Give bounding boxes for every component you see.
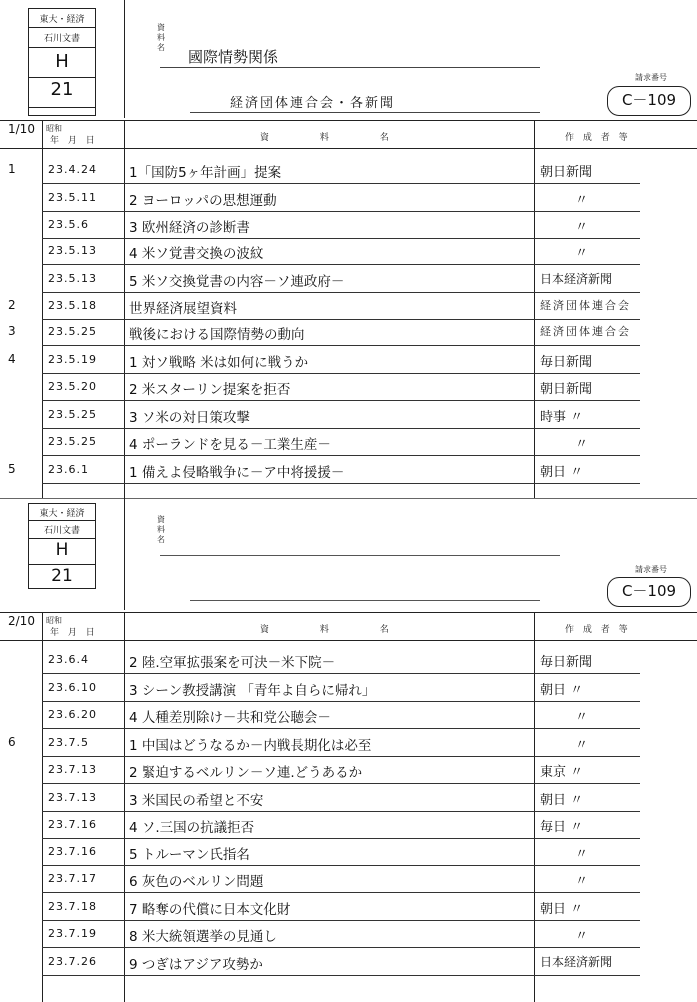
row-author: 〃 (575, 874, 589, 889)
row-date: 23.7.13 (48, 791, 97, 804)
table-row (0, 186, 697, 214)
header-era: 昭和 (46, 616, 62, 625)
table-row (0, 294, 697, 322)
class-number-badge: C－109 (607, 86, 691, 116)
row-date: 23.5.13 (48, 272, 97, 285)
header-author: 作 成 者 等 (565, 625, 631, 635)
row-author: 毎日新聞 (540, 655, 593, 670)
row-title: 1「国防5ヶ年計画」提案 (129, 165, 282, 181)
table-row (0, 430, 697, 458)
row-author: 朝日 〃 (540, 793, 584, 808)
row-date: 23.5.19 (48, 353, 97, 366)
header-name: 資 料 名 (260, 133, 413, 143)
table-row (0, 648, 697, 676)
row-author: 東京 〃 (540, 765, 584, 780)
row-author: 毎日新聞 (540, 355, 593, 370)
header-author: 作 成 者 等 (565, 133, 631, 143)
stamp-code-b: 21 (50, 79, 74, 100)
table-row (0, 867, 697, 895)
row-author: 時事 〃 (540, 410, 584, 425)
table-row (0, 320, 697, 348)
table-row (0, 922, 697, 950)
table-row (0, 840, 697, 868)
group-number: 3 (8, 324, 16, 338)
row-date: 23.5.25 (48, 408, 97, 421)
group-number: 1 (8, 162, 16, 176)
row-date: 23.7.18 (48, 900, 97, 913)
table-row (0, 895, 697, 923)
row-title: 6 灰色のベルリン問題 (129, 874, 264, 890)
row-date: 23.6.10 (48, 681, 97, 694)
row-date: 23.7.19 (48, 927, 97, 940)
row-author: 経済団体連合会 (540, 325, 631, 338)
row-title: 3 シーン教授講演 「青年よ自らに帰れ」 (129, 683, 376, 699)
row-date: 23.6.1 (48, 463, 89, 476)
row-author: 朝日新聞 (540, 382, 593, 397)
row-title: 5 トルーマン氏指名 (129, 847, 250, 863)
row-title: 2 緊迫するベルリン－ソ連.どうあるか (129, 765, 363, 781)
row-author: 〃 (575, 738, 589, 753)
stamp-code-b: 21 (51, 566, 73, 586)
table-row (0, 731, 697, 759)
group-number: 6 (8, 735, 16, 749)
row-date: 23.5.6 (48, 218, 89, 231)
table-row (0, 950, 697, 978)
table-row (0, 239, 697, 267)
page-mark: 1/10 (8, 122, 35, 136)
row-author: 〃 (575, 437, 589, 452)
row-date: 23.5.13 (48, 244, 97, 257)
group-number: 2 (8, 298, 16, 312)
row-title: 4 ポーランドを見る－工業生産－ (129, 437, 331, 453)
table-row (0, 676, 697, 704)
stamp-code-a: H (55, 51, 69, 72)
row-title: 世界経済展望資料 (129, 301, 237, 317)
row-title: 8 米大統領選挙の見通し (129, 929, 277, 945)
row-author: 朝日 〃 (540, 902, 584, 917)
row-title: 1 対ソ戦略 米は如何に戦うか (129, 355, 309, 371)
row-date: 23.7.16 (48, 818, 97, 831)
row-date: 23.7.17 (48, 872, 97, 885)
stamp-code-a: H (55, 540, 69, 560)
stamp-collection: 石川文書 (43, 34, 80, 44)
row-title: 2 米スターリン提案を拒否 (129, 382, 291, 398)
page-mark: 2/10 (8, 614, 35, 628)
row-title: 戦後における国際情勢の動向 (129, 327, 305, 343)
stamp-dept: 東大・経済 (39, 509, 85, 519)
row-date: 23.5.20 (48, 380, 97, 393)
row-date: 23.7.26 (48, 955, 97, 968)
row-author: 朝日 〃 (540, 683, 584, 698)
group-number: 5 (8, 462, 16, 476)
table-row (0, 158, 697, 186)
table-row (0, 703, 697, 731)
row-title: 4 人種差別除け－共和党公聴会－ (129, 710, 331, 726)
row-title: 1 備えよ侵略戦争に－ア中将援援－ (129, 465, 345, 481)
row-author: 〃 (575, 193, 589, 208)
archive-stamp (28, 503, 96, 589)
row-date: 23.6.4 (48, 653, 89, 666)
row-title: 3 ソ米の対日策攻撃 (129, 410, 250, 426)
row-title: 2 ヨーロッパの思想運動 (129, 193, 277, 209)
row-title: 3 欧州経済の診断書 (129, 220, 250, 236)
header-era: 昭和 (46, 124, 62, 133)
group-number: 4 (8, 352, 16, 366)
row-author: 経済団体連合会 (540, 299, 631, 312)
row-author: 〃 (575, 220, 589, 235)
row-author: 日本経済新聞 (540, 955, 613, 969)
row-author: 〃 (575, 847, 589, 862)
row-author: 〃 (575, 929, 589, 944)
row-date: 23.5.11 (48, 191, 97, 204)
row-date: 23.5.25 (48, 325, 97, 338)
doc-name-label: 資料名 (157, 515, 165, 544)
table-row (0, 786, 697, 814)
archive-stamp (28, 8, 96, 116)
row-author: 〃 (575, 246, 589, 261)
table-row (0, 758, 697, 786)
doc-name: 國際情勢関係 (188, 48, 279, 66)
row-date: 23.7.5 (48, 736, 89, 749)
row-date: 23.7.16 (48, 845, 97, 858)
row-title: 2 陸.空軍拡張案を可決－米下院－ (129, 655, 336, 671)
stamp-dept: 東大・経済 (39, 15, 85, 25)
table-row (0, 375, 697, 403)
row-title: 7 略奪の代償に日本文化財 (129, 902, 291, 918)
row-author: 〃 (575, 710, 589, 725)
row-author: 朝日 〃 (540, 465, 584, 480)
row-author: 日本経済新聞 (540, 272, 613, 286)
row-title: 9 つぎはアジア攻勢か (129, 957, 263, 973)
row-author: 朝日新聞 (540, 165, 593, 180)
table-row (0, 458, 697, 486)
table-row (0, 348, 697, 376)
header-date: 年 月 日 (50, 628, 98, 638)
table-row (0, 267, 697, 295)
row-title: 4 ソ.三国の抗議拒否 (129, 820, 255, 836)
row-title: 3 米国民の希望と不安 (129, 793, 264, 809)
class-number-badge: C－109 (607, 577, 691, 607)
class-label: 請求番号 (635, 565, 667, 574)
table-row (0, 403, 697, 431)
row-author: 毎日 〃 (540, 820, 584, 835)
table-row (0, 813, 697, 841)
row-date: 23.6.20 (48, 708, 97, 721)
table-row (0, 213, 697, 241)
doc-subtitle: 経済団体連合会・各新聞 (230, 96, 396, 111)
row-title: 1 中国はどうなるか－内戦長期化は必至 (129, 738, 372, 754)
row-title: 4 米ソ覚書交換の波紋 (129, 246, 264, 262)
row-date: 23.5.25 (48, 435, 97, 448)
class-label: 請求番号 (635, 73, 667, 82)
header-date: 年 月 日 (50, 136, 98, 146)
row-title: 5 米ソ交換覚書の内容－ソ連政府－ (129, 274, 345, 290)
header-name: 資 料 名 (260, 625, 413, 635)
row-date: 23.4.24 (48, 163, 97, 176)
row-date: 23.5.18 (48, 299, 97, 312)
stamp-collection: 石川文書 (43, 526, 80, 536)
doc-name-label: 資料名 (157, 23, 165, 52)
row-date: 23.7.13 (48, 763, 97, 776)
